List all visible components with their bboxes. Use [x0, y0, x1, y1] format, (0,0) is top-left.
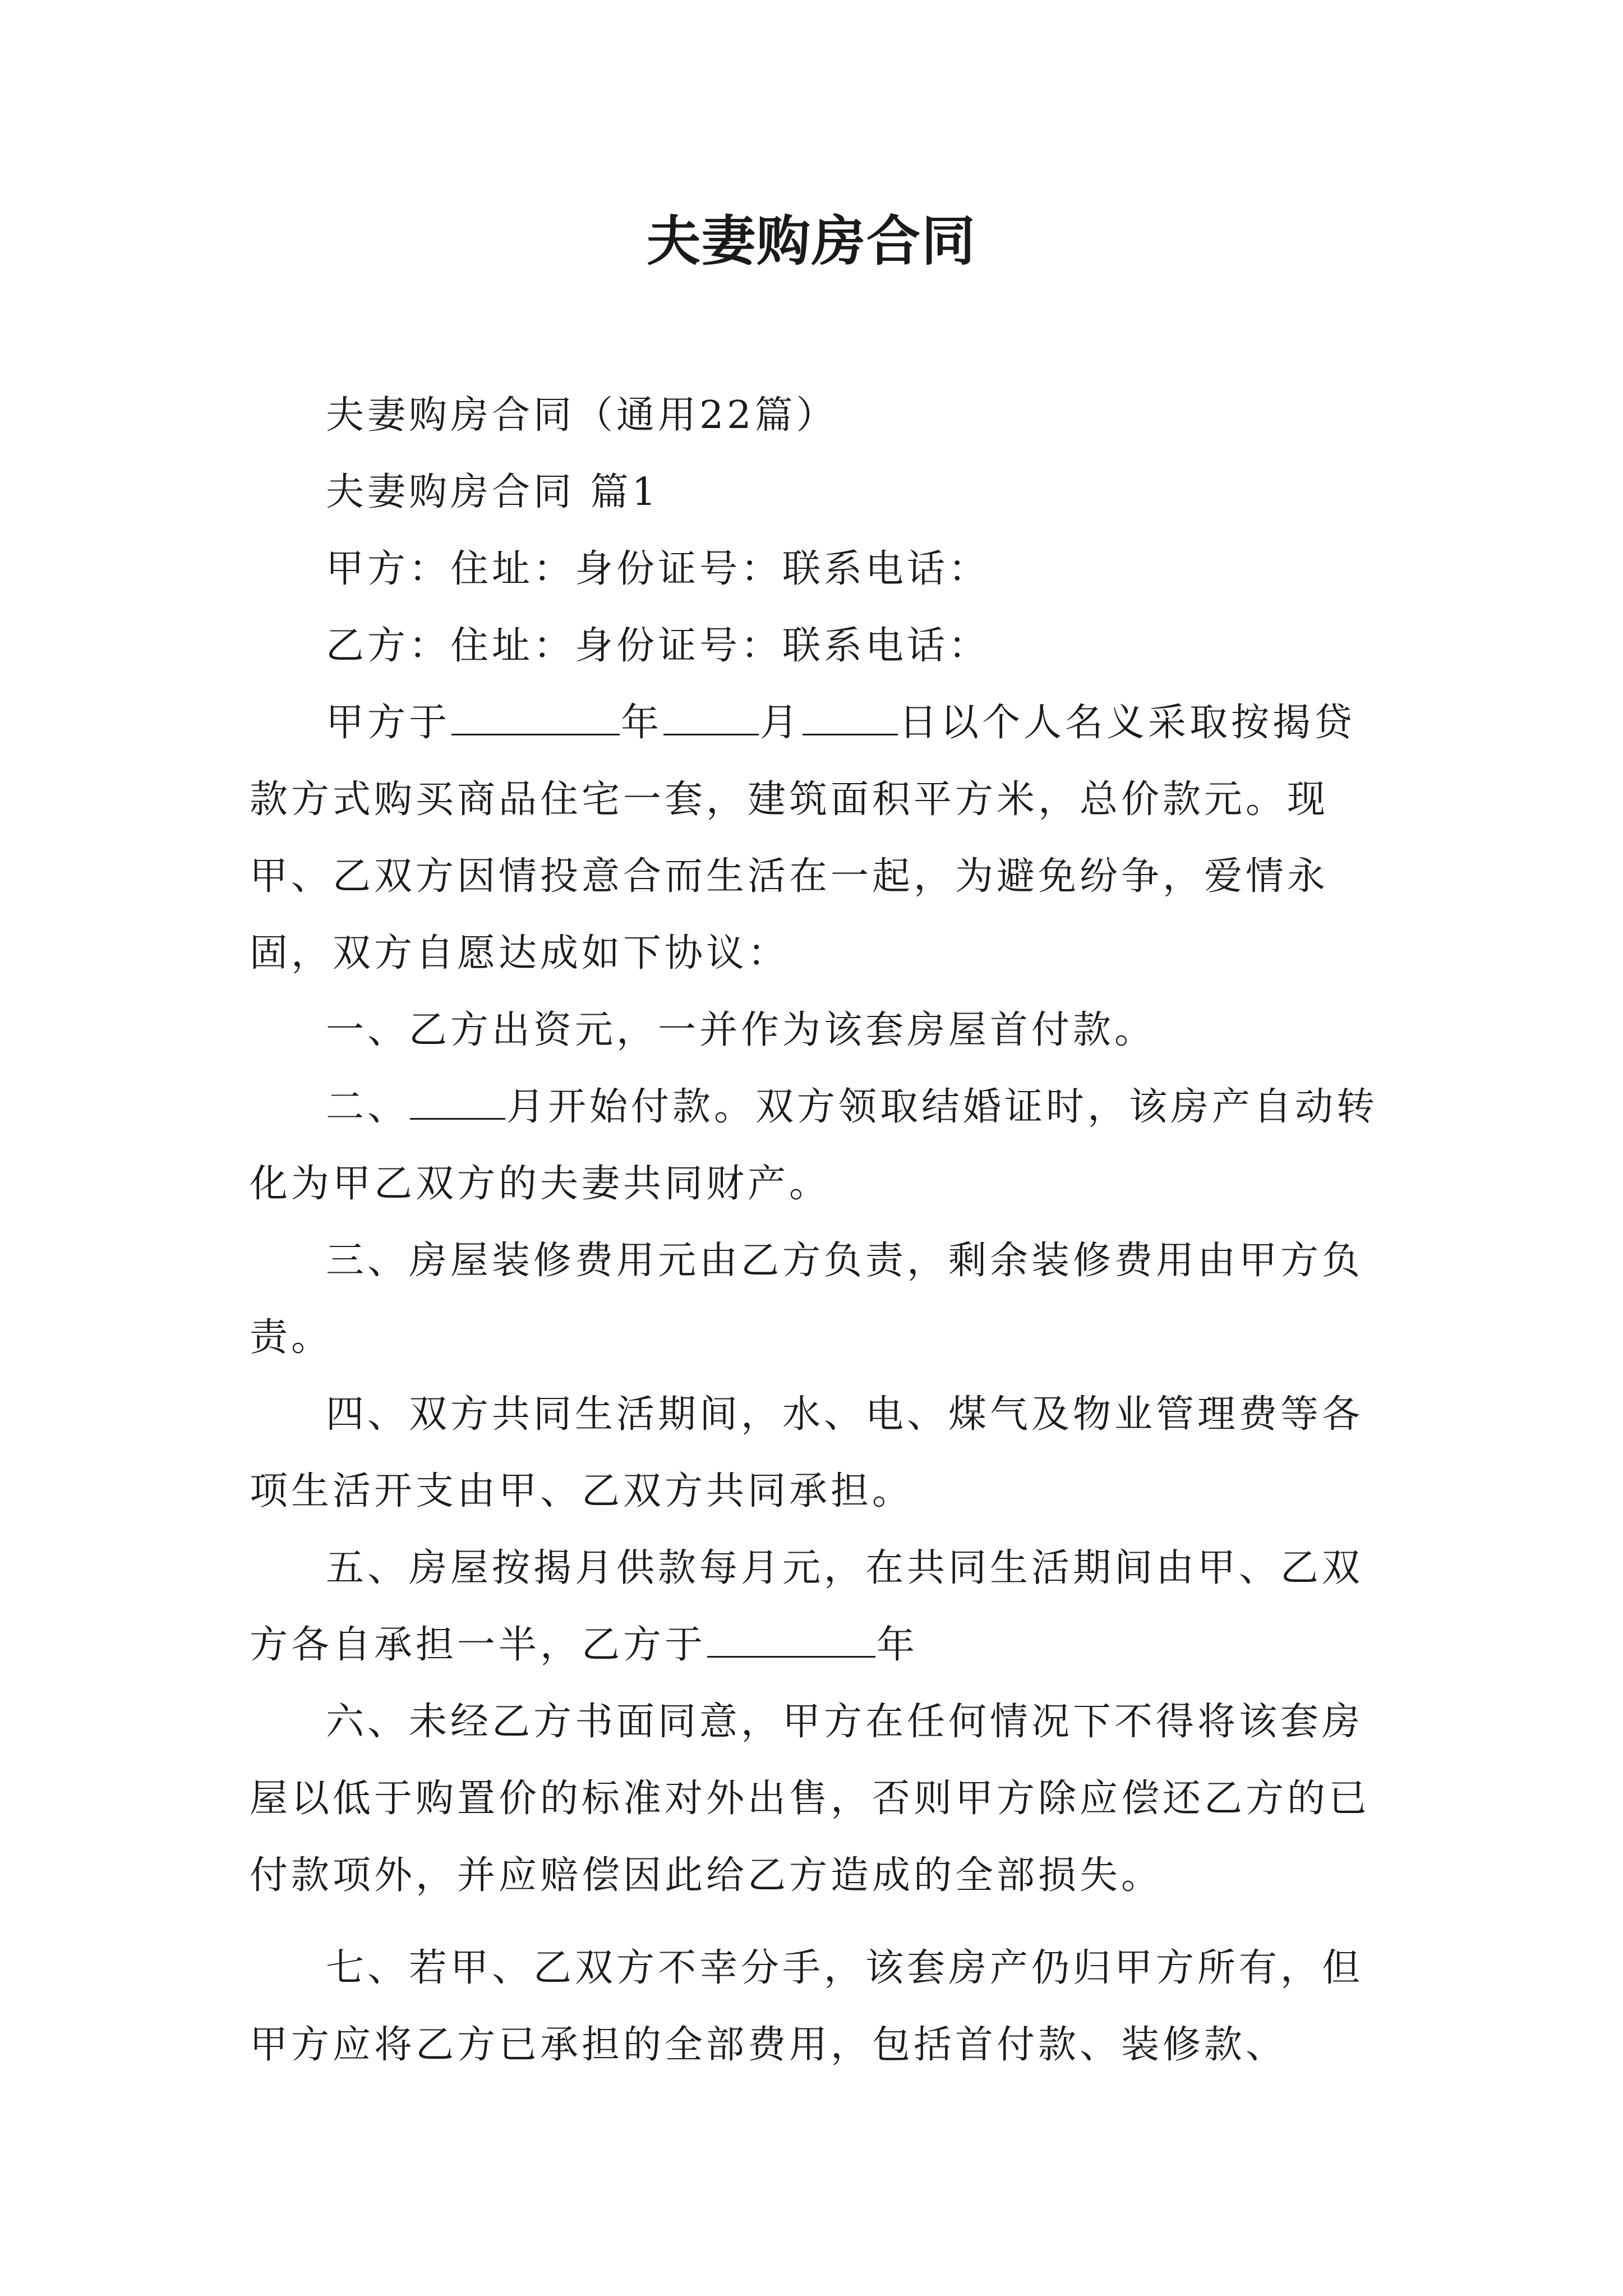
document-body [250, 377, 1394, 2083]
clause-5-text-2: 年 [877, 1623, 919, 1667]
section-heading: 夫妻购房合同 篇1 [326, 470, 660, 514]
month-blank [663, 697, 759, 735]
clause-5-year-blank [707, 1619, 875, 1658]
clause-5 [250, 1530, 1394, 1683]
clause-3: 三、房屋装修费用元由乙方负责，剩余装修费用由甲方负责。 [250, 1239, 1364, 1360]
clause-2 [250, 1069, 1394, 1222]
clause-2-text-1: 二、 [326, 1085, 409, 1129]
page-title: 夫妻购房合同 [647, 210, 976, 273]
intro-text-3: 月 [760, 701, 802, 745]
day-blank [803, 697, 898, 735]
clause-4: 四、双方共同生活期间，水、电、煤气及物业管理费等各项生活开支由甲、乙双方共同承担。 [250, 1392, 1364, 1513]
intro-text-4: 日以个人名义采取按揭贷款方式购买商品住宅一套，建筑面积平方米，总价款元。现甲、乙双方因情投意合而生活在一起，为避免纷争，爱情永固，双方自愿达成如下协议： [250, 701, 1356, 976]
clause-6: 六、未经乙方书面同意，甲方在任何情况下不得将该套房屋以低于购置价的标准对外出售，否则甲方除应偿还乙方的已付款项外，并应赔偿因此给乙方造成的全部损失。 [250, 1700, 1371, 1898]
party-a-line: 甲方：住址：身份证号：联系电话： [326, 547, 990, 591]
clause-2-month-blank [410, 1082, 505, 1120]
clause-5-text-1: 五、房屋按揭月供款每月元，在共同生活期间由甲、乙双方各自承担一半，乙方于 [250, 1546, 1364, 1667]
year-blank [451, 697, 620, 735]
clause-7: 七、若甲、乙双方不幸分手，该套房产仍归甲方所有，但甲方应将乙方已承担的全部费用，包括首付款、装修款、 [250, 1946, 1364, 2067]
intro-text-2: 年 [621, 701, 663, 745]
party-b-line: 乙方：住址：身份证号：联系电话： [326, 624, 990, 668]
intro-paragraph [250, 684, 1394, 992]
intro-text-1: 甲方于 [326, 701, 451, 745]
clause-1: 一、乙方出资元，一并作为该套房屋首付款。 [326, 1008, 1156, 1052]
document-subtitle: 夫妻购房合同（通用22篇） [326, 393, 838, 438]
clause-2-text-2: 月开始付款。双方领取结婚证时，该房产自动转化为甲乙双方的夫妻共同财产。 [250, 1085, 1378, 1206]
